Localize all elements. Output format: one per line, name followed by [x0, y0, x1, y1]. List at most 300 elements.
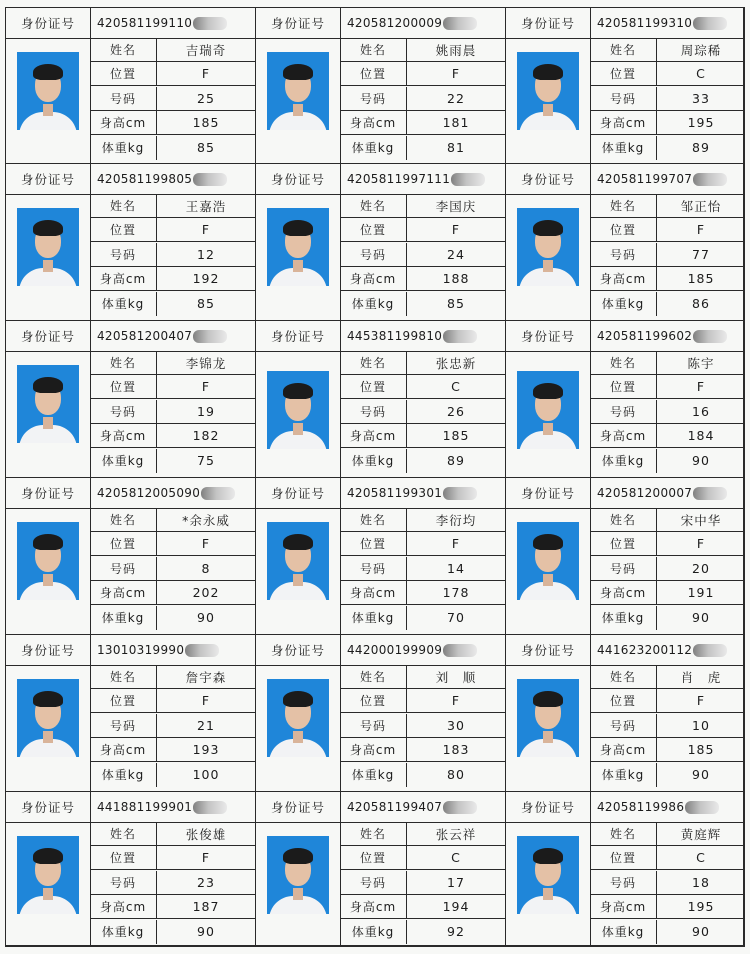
photo-cell — [6, 351, 91, 477]
info-row-number — [340, 87, 505, 111]
photo-neck — [543, 423, 553, 435]
number-label: 号码 — [90, 557, 157, 580]
info-row-height — [90, 267, 255, 291]
position-label: 位置 — [90, 375, 157, 398]
player-card — [255, 477, 505, 634]
photo-cell — [506, 194, 591, 320]
name-value: 黄庭辉 — [680, 826, 722, 842]
number-label: 号码 — [90, 243, 157, 266]
name-label: 姓名 — [90, 194, 157, 217]
photo-cell — [506, 351, 591, 477]
position-value: F — [201, 693, 211, 709]
name-label: 姓名 — [340, 194, 407, 217]
name-value: 姚雨晨 — [435, 42, 477, 58]
id-label: 身份证号 — [6, 164, 91, 194]
weight-value: 85 — [447, 296, 465, 312]
player-photo — [17, 52, 79, 130]
info-row-position — [340, 375, 505, 399]
info-row-position — [90, 218, 255, 242]
position-label: 位置 — [90, 62, 157, 85]
info-row-weight — [340, 449, 505, 473]
id-number-text: 4205812005090 — [97, 486, 201, 500]
number-label: 号码 — [590, 871, 657, 894]
number-label: 号码 — [340, 557, 407, 580]
id-label: 身份证号 — [506, 8, 591, 38]
number-value: 21 — [197, 717, 215, 733]
info-row-height — [590, 895, 745, 919]
height-label: 身高cm — [90, 738, 157, 761]
weight-label: 体重kg — [590, 449, 657, 473]
player-photo — [17, 836, 79, 914]
info-row-weight — [590, 136, 745, 160]
name-label: 姓名 — [90, 38, 157, 61]
photo-cell — [506, 665, 591, 791]
info-row-weight — [90, 763, 255, 787]
info-row-name — [90, 665, 255, 689]
id-label: 身份证号 — [506, 635, 591, 665]
weight-label: 体重kg — [90, 920, 157, 944]
weight-value: 85 — [197, 296, 215, 312]
height-label: 身高cm — [90, 111, 157, 134]
info-row-number — [90, 871, 255, 895]
position-label: 位置 — [340, 62, 407, 85]
number-value: 25 — [197, 90, 215, 106]
number-value: 17 — [447, 874, 465, 890]
info-row-height — [90, 738, 255, 762]
weight-label: 体重kg — [90, 606, 157, 630]
info-row-weight — [340, 292, 505, 316]
photo-neck — [293, 423, 303, 435]
info-row-weight — [340, 136, 505, 160]
sheet-right-border — [743, 7, 745, 947]
weight-value: 90 — [692, 610, 710, 626]
number-value: 12 — [197, 246, 215, 262]
info-row-weight — [90, 449, 255, 473]
id-redaction-blur — [693, 17, 727, 30]
id-row — [506, 8, 745, 39]
player-info-table — [340, 38, 505, 164]
photo-cell — [6, 508, 91, 634]
id-row — [6, 8, 255, 39]
weight-label: 体重kg — [340, 920, 407, 944]
id-label: 身份证号 — [256, 635, 341, 665]
id-number-text: 420581199805 — [97, 172, 193, 186]
name-label: 姓名 — [90, 822, 157, 845]
id-value — [341, 321, 505, 351]
info-row-name — [90, 508, 255, 532]
info-row-weight — [340, 606, 505, 630]
position-value: F — [696, 379, 706, 395]
info-row-position — [340, 689, 505, 713]
id-row — [256, 8, 505, 39]
position-value: F — [696, 222, 706, 238]
height-value: 187 — [192, 899, 220, 915]
name-value: 李衍均 — [435, 512, 477, 528]
id-value — [591, 635, 745, 665]
id-label: 身份证号 — [6, 478, 91, 508]
name-label: 姓名 — [340, 38, 407, 61]
height-value: 188 — [442, 271, 470, 287]
number-label: 号码 — [90, 871, 157, 894]
info-row-number — [590, 557, 745, 581]
info-row-position — [590, 846, 745, 870]
weight-label: 体重kg — [340, 606, 407, 630]
weight-label: 体重kg — [90, 136, 157, 160]
id-row — [256, 635, 505, 666]
photo-hair — [33, 64, 63, 80]
photo-cell — [256, 508, 341, 634]
info-row-height — [590, 111, 745, 135]
info-row-name — [340, 38, 505, 62]
height-value: 192 — [192, 271, 220, 287]
position-label: 位置 — [340, 689, 407, 712]
id-value — [591, 792, 745, 822]
sheet-bottom-border — [5, 945, 745, 947]
photo-neck — [293, 731, 303, 743]
player-info-table — [340, 508, 505, 634]
info-row-name — [590, 351, 745, 375]
info-row-position — [90, 846, 255, 870]
height-label: 身高cm — [590, 895, 657, 918]
number-value: 26 — [447, 403, 465, 419]
name-label: 姓名 — [590, 351, 657, 374]
id-row — [6, 792, 255, 823]
number-label: 号码 — [340, 400, 407, 423]
info-row-height — [90, 895, 255, 919]
id-value — [591, 8, 745, 38]
player-photo — [517, 522, 579, 600]
name-label: 姓名 — [340, 665, 407, 688]
id-redaction-blur — [193, 330, 227, 343]
number-label: 号码 — [590, 714, 657, 737]
info-row-weight — [90, 920, 255, 944]
info-row-position — [340, 532, 505, 556]
id-value — [591, 478, 745, 508]
weight-value: 100 — [192, 767, 220, 783]
info-row-number — [590, 871, 745, 895]
id-row — [6, 635, 255, 666]
photo-hair — [33, 691, 63, 707]
position-value: F — [696, 536, 706, 552]
id-number-text: 441881199901 — [97, 800, 193, 814]
photo-neck — [293, 574, 303, 586]
player-card — [255, 163, 505, 320]
position-value: C — [696, 850, 706, 866]
player-info-table — [590, 38, 745, 164]
weight-label: 体重kg — [590, 763, 657, 787]
info-row-height — [340, 581, 505, 605]
info-row-position — [590, 375, 745, 399]
weight-value: 86 — [692, 296, 710, 312]
player-photo — [267, 522, 329, 600]
id-label: 身份证号 — [506, 478, 591, 508]
id-row — [506, 321, 745, 352]
number-label: 号码 — [90, 714, 157, 737]
photo-cell — [256, 194, 341, 320]
player-photo — [17, 679, 79, 757]
photo-neck — [543, 731, 553, 743]
weight-value: 90 — [692, 453, 710, 469]
photo-cell — [6, 665, 91, 791]
id-value — [341, 8, 505, 38]
photo-cell — [256, 38, 341, 164]
photo-hair — [33, 848, 63, 864]
photo-neck — [543, 260, 553, 272]
photo-neck — [543, 888, 553, 900]
player-info-table — [590, 822, 745, 947]
weight-label: 体重kg — [590, 292, 657, 316]
height-label: 身高cm — [340, 111, 407, 134]
player-card — [505, 477, 745, 634]
info-row-weight — [90, 606, 255, 630]
position-value: F — [696, 693, 706, 709]
weight-label: 体重kg — [340, 449, 407, 473]
photo-hair — [283, 383, 313, 399]
name-label: 姓名 — [90, 665, 157, 688]
id-value — [91, 792, 255, 822]
id-row — [256, 478, 505, 509]
id-redaction-blur — [693, 173, 727, 186]
position-label: 位置 — [340, 218, 407, 241]
height-label: 身高cm — [340, 424, 407, 447]
player-card — [5, 791, 255, 947]
photo-hair — [283, 64, 313, 80]
player-photo — [267, 371, 329, 449]
info-row-height — [90, 111, 255, 135]
player-info-table — [590, 351, 745, 477]
weight-value: 90 — [692, 924, 710, 940]
id-row — [256, 164, 505, 195]
id-value — [341, 792, 505, 822]
photo-neck — [43, 104, 53, 116]
info-row-height — [590, 424, 745, 448]
height-label: 身高cm — [90, 895, 157, 918]
weight-value: 75 — [197, 453, 215, 469]
id-row — [6, 478, 255, 509]
photo-hair — [33, 534, 63, 550]
info-row-height — [90, 581, 255, 605]
info-row-name — [590, 822, 745, 846]
id-value — [341, 478, 505, 508]
player-info-table — [590, 665, 745, 791]
info-row-height — [590, 738, 745, 762]
id-label: 身份证号 — [256, 8, 341, 38]
number-value: 8 — [201, 560, 211, 576]
id-redaction-blur — [443, 330, 477, 343]
name-value: 陈宇 — [687, 355, 715, 371]
name-value: 张俊雄 — [185, 826, 227, 842]
player-card — [505, 791, 745, 947]
player-card — [255, 320, 505, 477]
info-row-position — [340, 846, 505, 870]
name-label: 姓名 — [590, 508, 657, 531]
name-value: 詹宇森 — [185, 669, 227, 685]
weight-value: 89 — [692, 140, 710, 156]
number-value: 20 — [692, 560, 710, 576]
info-row-name — [340, 508, 505, 532]
player-info-table — [90, 665, 255, 791]
player-card — [255, 634, 505, 791]
height-value: 184 — [687, 428, 715, 444]
info-row-name — [340, 194, 505, 218]
number-value: 33 — [692, 90, 710, 106]
weight-label: 体重kg — [340, 136, 407, 160]
id-number-text: 420581200009 — [347, 16, 443, 30]
id-value — [591, 164, 745, 194]
height-value: 185 — [442, 428, 470, 444]
height-label: 身高cm — [590, 581, 657, 604]
position-label: 位置 — [90, 532, 157, 555]
info-row-position — [590, 532, 745, 556]
height-value: 185 — [687, 271, 715, 287]
photo-neck — [43, 260, 53, 272]
photo-hair — [33, 220, 63, 236]
photo-neck — [43, 417, 53, 429]
info-row-name — [340, 822, 505, 846]
photo-hair — [283, 848, 313, 864]
name-value: *余永威 — [182, 512, 230, 528]
info-row-weight — [590, 763, 745, 787]
photo-cell — [6, 822, 91, 947]
position-label: 位置 — [90, 218, 157, 241]
position-label: 位置 — [590, 846, 657, 869]
height-label: 身高cm — [590, 738, 657, 761]
info-row-height — [90, 424, 255, 448]
number-label: 号码 — [590, 400, 657, 423]
info-row-number — [340, 871, 505, 895]
info-row-weight — [590, 292, 745, 316]
name-value: 吉瑞奇 — [185, 42, 227, 58]
info-row-position — [90, 62, 255, 86]
info-row-position — [590, 218, 745, 242]
player-info-table — [340, 822, 505, 947]
weight-value: 89 — [447, 453, 465, 469]
height-value: 183 — [442, 742, 470, 758]
player-info-table — [90, 822, 255, 947]
player-card — [5, 163, 255, 320]
photo-cell — [506, 822, 591, 947]
info-row-number — [590, 87, 745, 111]
player-card — [255, 7, 505, 164]
id-redaction-blur — [451, 173, 485, 186]
height-value: 193 — [192, 742, 220, 758]
photo-neck — [43, 574, 53, 586]
number-label: 号码 — [340, 87, 407, 110]
player-card — [505, 634, 745, 791]
position-label: 位置 — [340, 532, 407, 555]
number-label: 号码 — [590, 243, 657, 266]
id-label: 身份证号 — [6, 321, 91, 351]
player-card — [5, 477, 255, 634]
id-row — [506, 635, 745, 666]
height-label: 身高cm — [590, 111, 657, 134]
id-redaction-blur — [201, 487, 235, 500]
position-value: F — [451, 66, 461, 82]
id-number-text: 420581199301 — [347, 486, 443, 500]
name-value: 王嘉浩 — [185, 198, 227, 214]
id-label: 身份证号 — [256, 792, 341, 822]
info-row-name — [590, 508, 745, 532]
height-label: 身高cm — [90, 424, 157, 447]
number-value: 10 — [692, 717, 710, 733]
photo-hair — [533, 534, 563, 550]
player-card — [255, 791, 505, 947]
weight-label: 体重kg — [90, 763, 157, 787]
player-photo — [267, 836, 329, 914]
photo-cell — [506, 508, 591, 634]
id-number-text: 4205811997111 — [347, 172, 451, 186]
id-redaction-blur — [693, 644, 727, 657]
position-value: C — [451, 379, 461, 395]
info-row-position — [590, 62, 745, 86]
number-value: 23 — [197, 874, 215, 890]
photo-hair — [533, 848, 563, 864]
player-photo — [267, 208, 329, 286]
name-label: 姓名 — [590, 822, 657, 845]
id-value — [341, 164, 505, 194]
name-label: 姓名 — [590, 38, 657, 61]
id-row — [6, 164, 255, 195]
photo-hair — [533, 64, 563, 80]
weight-label: 体重kg — [340, 292, 407, 316]
info-row-weight — [590, 606, 745, 630]
info-row-weight — [590, 920, 745, 944]
player-info-table — [90, 38, 255, 164]
number-value: 22 — [447, 90, 465, 106]
info-row-position — [90, 689, 255, 713]
info-row-height — [340, 738, 505, 762]
player-photo — [517, 208, 579, 286]
position-label: 位置 — [590, 62, 657, 85]
id-row — [506, 792, 745, 823]
number-label: 号码 — [340, 714, 407, 737]
player-photo — [17, 208, 79, 286]
photo-neck — [293, 260, 303, 272]
id-label: 身份证号 — [506, 321, 591, 351]
height-value: 182 — [192, 428, 220, 444]
number-label: 号码 — [340, 243, 407, 266]
name-label: 姓名 — [590, 665, 657, 688]
id-value — [341, 635, 505, 665]
id-value — [91, 164, 255, 194]
info-row-number — [90, 714, 255, 738]
height-value: 185 — [687, 742, 715, 758]
id-value — [91, 8, 255, 38]
height-label: 身高cm — [90, 581, 157, 604]
info-row-position — [590, 689, 745, 713]
name-label: 姓名 — [340, 822, 407, 845]
info-row-number — [90, 400, 255, 424]
name-value: 宋中华 — [680, 512, 722, 528]
player-info-table — [340, 351, 505, 477]
name-value: 李国庆 — [435, 198, 477, 214]
weight-label: 体重kg — [590, 920, 657, 944]
player-photo — [517, 836, 579, 914]
roster-sheet — [5, 7, 745, 947]
id-row — [506, 478, 745, 509]
position-label: 位置 — [340, 846, 407, 869]
info-row-number — [590, 714, 745, 738]
info-row-name — [590, 665, 745, 689]
position-label: 位置 — [340, 375, 407, 398]
number-label: 号码 — [90, 400, 157, 423]
id-redaction-blur — [185, 644, 219, 657]
id-number-text: 13010319990 — [97, 643, 185, 657]
weight-value: 80 — [447, 767, 465, 783]
weight-value: 90 — [197, 924, 215, 940]
id-number-text: 420581200007 — [597, 486, 693, 500]
id-number-text: 420581199407 — [347, 800, 443, 814]
